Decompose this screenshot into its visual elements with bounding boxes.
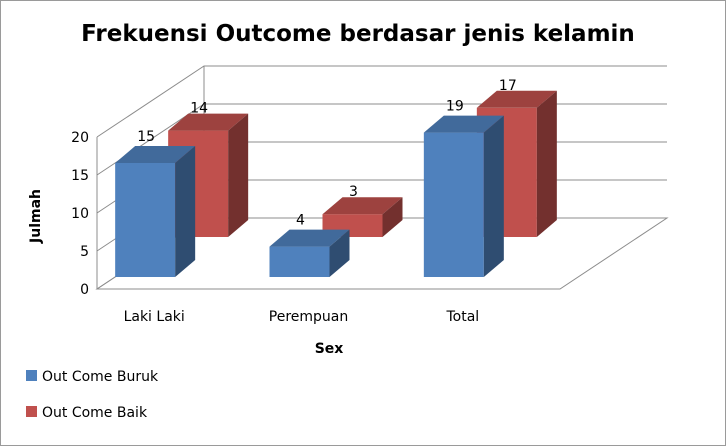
data-label: 4 bbox=[296, 212, 305, 229]
legend-label: Out Come Buruk bbox=[42, 369, 159, 385]
legend-swatch bbox=[26, 406, 37, 417]
bar-side bbox=[228, 114, 248, 237]
data-label: 19 bbox=[445, 98, 464, 115]
bar-front bbox=[115, 163, 175, 277]
x-tick-label: Total bbox=[446, 309, 480, 325]
legend bbox=[26, 369, 159, 421]
legend-swatch bbox=[26, 370, 37, 381]
bar-side bbox=[537, 91, 557, 237]
x-tick-labels bbox=[124, 309, 480, 325]
y-tick-label: 20 bbox=[71, 130, 89, 146]
data-label: 3 bbox=[349, 184, 358, 201]
x-axis-label: Sex bbox=[314, 341, 344, 357]
data-label: 14 bbox=[190, 100, 209, 117]
y-tick-label: 5 bbox=[80, 244, 89, 260]
x-tick-label: Laki Laki bbox=[123, 309, 185, 325]
y-tick-label: 15 bbox=[71, 168, 89, 184]
y-tick-labels bbox=[71, 130, 89, 298]
y-axis-label: Julmah bbox=[28, 189, 44, 243]
chart-title: Frekuensi Outcome berdasar jenis kelamin bbox=[81, 21, 635, 47]
bar-side bbox=[175, 146, 195, 277]
legend-label: Out Come Baik bbox=[42, 405, 148, 421]
y-tick-label: 10 bbox=[71, 206, 89, 222]
data-label: 17 bbox=[498, 77, 517, 94]
bar-side bbox=[484, 116, 504, 277]
y-tick-label: 0 bbox=[80, 282, 89, 298]
bar-front bbox=[270, 247, 330, 277]
data-label: 15 bbox=[137, 129, 156, 145]
x-tick-label: Perempuan bbox=[268, 309, 349, 325]
bar-front bbox=[424, 133, 484, 277]
